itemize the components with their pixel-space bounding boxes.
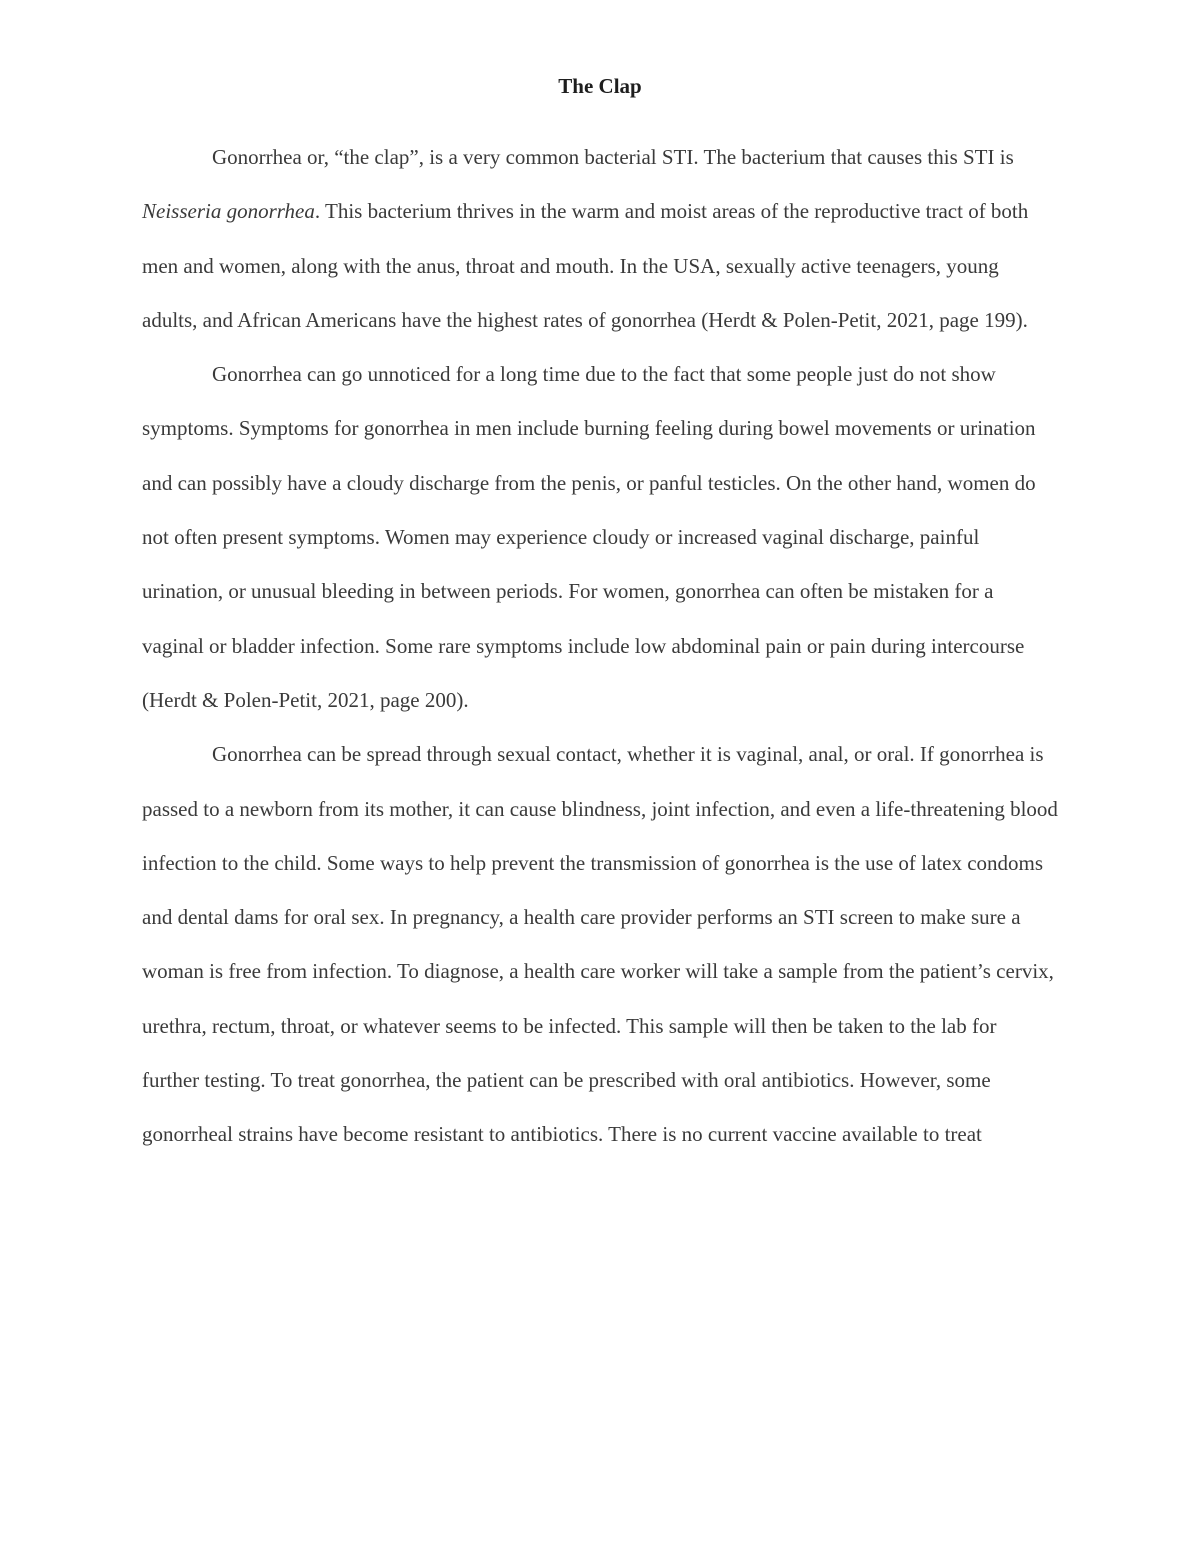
species-name-italic: Neisseria gonorrhea [142, 199, 315, 224]
paragraph-2: Gonorrhea can go unnoticed for a long time due to the fact that some people just do not show symptoms. Symptoms for gonorrhea in men include burning feeling during bowel movements or urination and can possibly have a cloudy discharge from the penis, or panful testicles. On the other hand, women do not often present symptoms. Women may experience cloudy or increased vaginal discharge, painful urination, or unusual bleeding in between periods. For women, gonorrhea can often be mistaken for a vaginal or bladder infection. Some rare symptoms include low abdominal pain or pain during intercourse (Herdt & Polen-Petit, 2021, page 200). [142, 362, 1036, 712]
page-title: The Clap [558, 74, 642, 98]
paragraph-1-text-end: . This bacterium thrives in the warm and moist areas of the reproductive tract of both men and women, along with the anus, throat and mouth. In the USA, sexually active teenagers, young adults, and African Americans have the highest rates of gonorrhea (Herdt & Polen-Petit, 2021, page 199). [142, 199, 1029, 332]
paragraph-1-text-start: Gonorrhea or, “the clap”, is a very common bacterial STI. The bacterium that causes this STI is [212, 145, 1014, 169]
paragraph-3: Gonorrhea can be spread through sexual contact, whether it is vaginal, anal, or oral. If gonorrhea is passed to a newborn from its mother, it can cause blindness, joint infection, and even a life-threatening blood infection to the child. Some ways to help prevent the transmission of gonorrhea is the use of latex condoms and dental dams for oral sex. In pregnancy, a health care provider performs an STI screen to make sure a woman is free from infection. To diagnose, a health care worker will take a sample from the patient’s cervix, urethra, rectum, throat, or whatever seems to be infected. This sample will then be taken to the lab for further testing. To treat gonorrhea, the patient can be prescribed with oral antibiotics. However, some gonorrheal strains have become resistant to antibiotics. There is no current vaccine available to treat [142, 742, 1058, 1147]
paragraph-1 [142, 130, 1058, 347]
document-body [142, 130, 1058, 1162]
